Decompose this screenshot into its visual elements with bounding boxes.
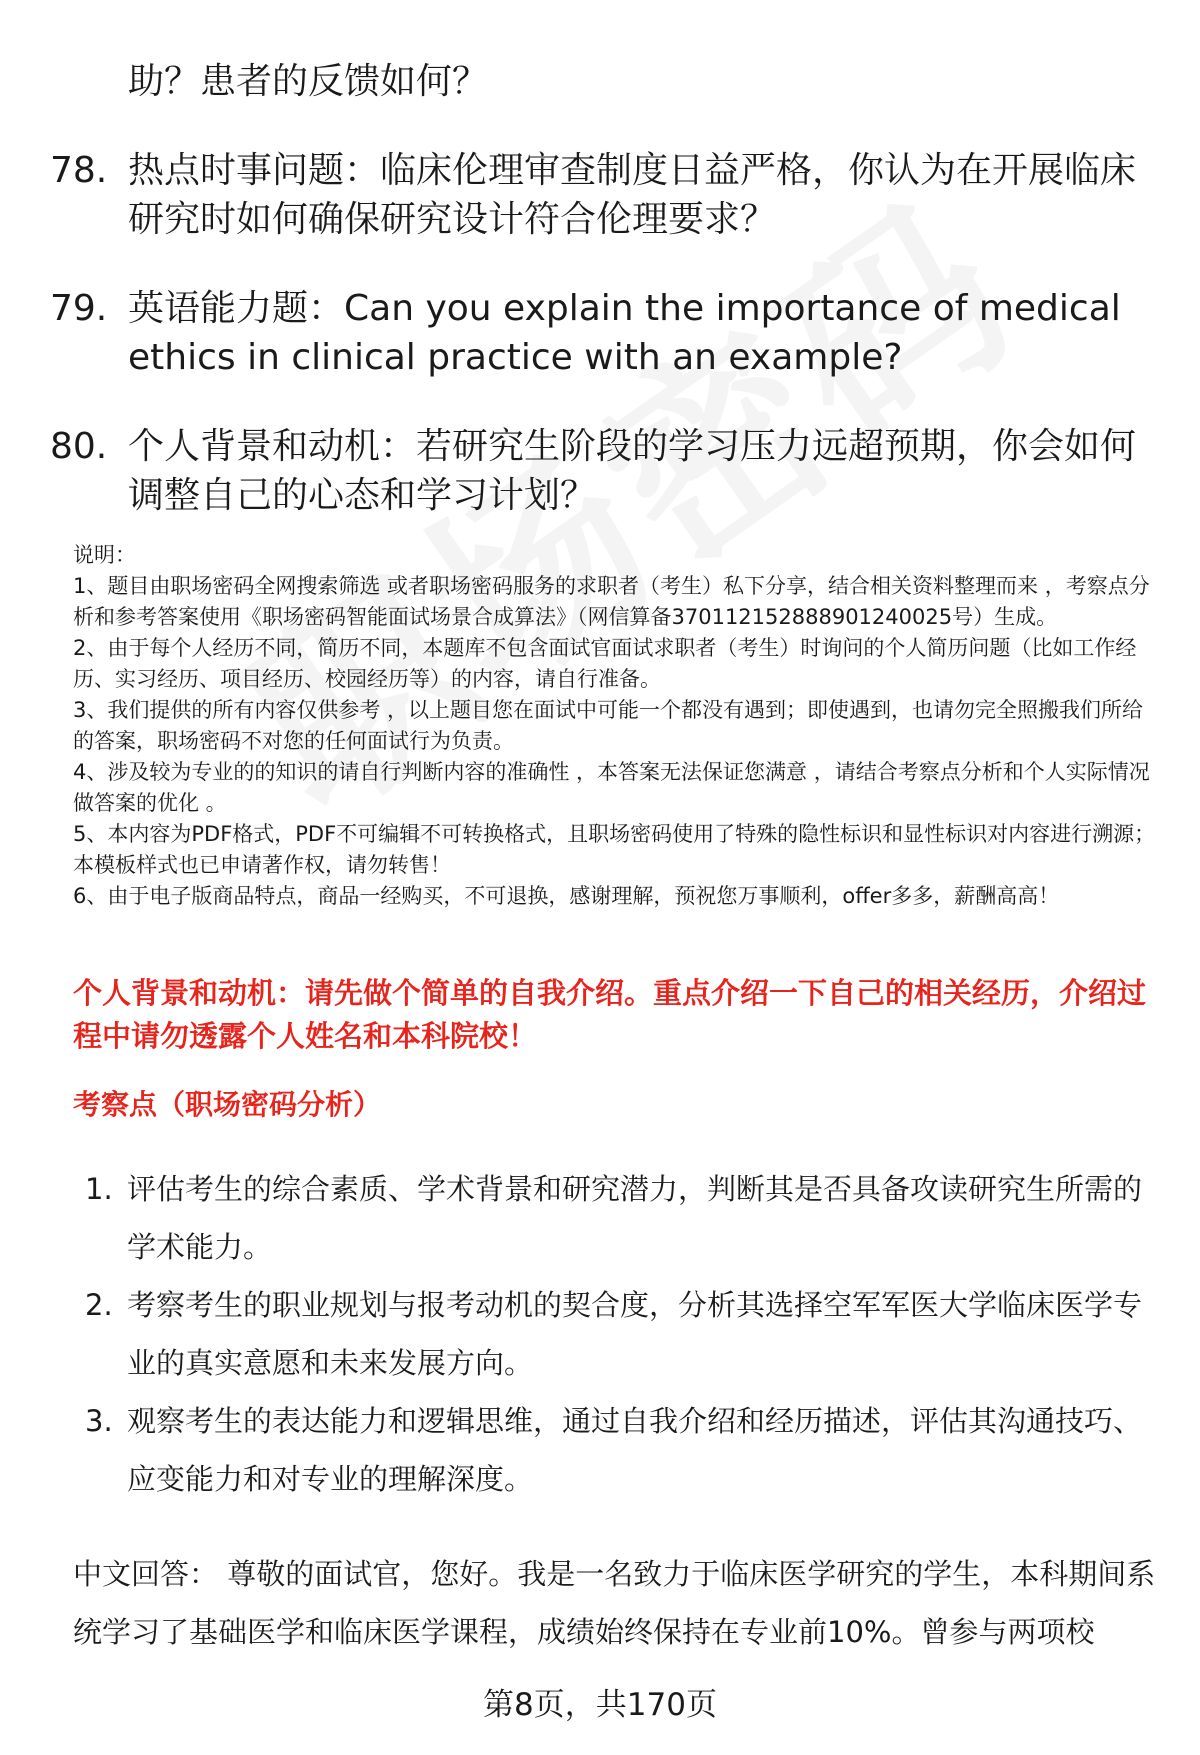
question-number: 80.	[50, 426, 108, 467]
notes-section	[73, 540, 1158, 912]
analysis-point-text: 观察考生的表达能力和逻辑思维，通过自我介绍和经历描述，评估其沟通技巧、应变能力和对专业的理解深度。	[127, 1404, 1143, 1496]
note-item: 1、题目由职场密码全网搜索筛选 或者职场密码服务的求职者（考生）私下分享，结合相关资料整理而来 ，考察点分析和参考答案使用《职场密码智能面试场景合成算法》（网信算备3701121528889012400​25号）生成。	[73, 574, 1150, 629]
question-number: 78.	[50, 150, 108, 191]
question-77-continuation: 助？患者的反馈如何？	[128, 61, 489, 102]
question-text: 英语能力题：Can you explain the importance of medical ethics in clinical practice with an example?	[128, 288, 1121, 378]
analysis-point	[85, 1276, 1155, 1392]
note-item: 4、涉及较为专业的的知识的请自行判断内容的准确性 ，本答案无法保证您满意 ，请结合考察点分析和个人实际情况做答案的优化 。	[73, 760, 1150, 815]
note-item: 2、由于每个人经历不同，简历不同，本题库不包含面试官面试求职者（考生）时询问的个人简历问题（比如工作经历、实习经历、项目经历、校园经历等）的内容，请自行准备。	[73, 636, 1137, 691]
note-item: 6、由于电子版商品特点，商品一经购买，不可退换，感谢理解，预祝您万事顺利，offer多多，薪酬高高！	[73, 884, 1060, 908]
notes-title: 说明：	[73, 543, 136, 567]
current-question-heading: 个人背景和动机：请先做个简单的自我介绍。重点介绍一下自己的相关经历，介绍过程中请勿透露个人姓名和本科院校！	[73, 976, 1147, 1053]
analysis-point-number: 2.	[85, 1288, 113, 1322]
question-text: 热点时事问题：临床伦理审查制度日益严格，你认为在开展临床研究时如何确保研究设计符合伦理要求？	[128, 150, 1137, 240]
question-item	[50, 284, 1150, 382]
note-item: 5、本内容为PDF格式，PDF不可编辑不可转换格式，且职场密码使用了特殊的隐性标识和显性标识对内容进行溯源；本模板样式也已申请著作权，请勿转售！	[73, 822, 1156, 877]
analysis-points	[85, 1160, 1155, 1508]
analysis-title: 考察点（职场密码分析）	[73, 1088, 382, 1121]
analysis-point	[85, 1392, 1155, 1508]
analysis-point-number: 1.	[85, 1172, 113, 1206]
page-footer: 第8页，共170页	[483, 1687, 717, 1723]
note-item: 3、我们提供的所有内容仅供参考 ，以上题目您在面试中可能一个都没有遇到；即使遇到，也请勿完全照搬我们所给的答案，职场密码不对您的任何面试行为负责。	[73, 698, 1144, 753]
answer-section	[73, 1545, 1158, 1661]
question-list	[50, 58, 1150, 520]
analysis-point-text: 评估考生的综合素质、学术背景和研究潜力，判断其是否具备攻读研究生所需的学术能力。	[127, 1172, 1143, 1264]
question-number: 79.	[50, 288, 108, 329]
question-text: 个人背景和动机：若研究生阶段的学习压力远超预期，你会如何调整自己的心态和学习计划？	[128, 426, 1137, 516]
analysis-point-text: 考察考生的职业规划与报考动机的契合度，分析其选择空军军医大学临床医学专业的真实意愿和未来发展方向。	[127, 1288, 1143, 1380]
analysis-point-number: 3.	[85, 1404, 113, 1438]
answer-text: 尊敬的面试官，您好。我是一名致力于临床医学研究的学生，本科期间系统学习了基础医学和临床医学课程，成绩始终保持在专业前10%。曾参与两项校	[73, 1557, 1156, 1649]
answer-label: 中文回答：	[73, 1557, 219, 1591]
question-item	[50, 146, 1150, 244]
question-item	[50, 422, 1150, 520]
analysis-point	[85, 1160, 1155, 1276]
